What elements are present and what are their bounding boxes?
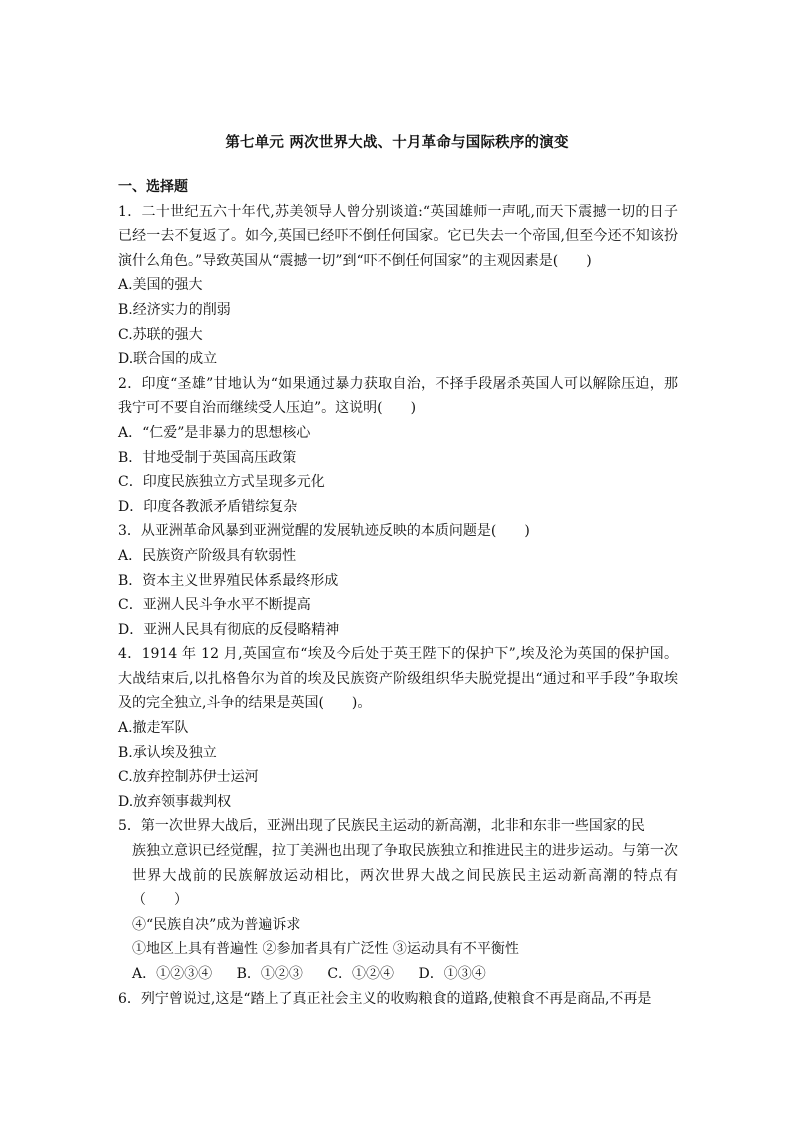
question-1-option-a: A.美国的强大	[118, 277, 203, 294]
question-3-option-d: D．亚洲人民具有彻底的反侵略精神	[118, 621, 340, 638]
question-5-stem-first: 5．第一次世界大战后，亚洲出现了民族民主运动的新高潮，北非和东非一些国家的民	[118, 818, 645, 835]
question-5	[118, 814, 678, 986]
question-2-option-c: C．印度民族独立方式呈现多元化	[118, 474, 325, 491]
question-1-option-d: D.联合国的成立	[118, 351, 218, 368]
question-2-option-d: D．印度各教派矛盾错综复杂	[118, 498, 298, 515]
question-2-stem: 2．印度“圣雄”甘地认为“如果通过暴力获取自治，不择手段屠杀英国人可以解除压迫，那我宁可不要自治而继续受人压迫”。这说明( )	[118, 375, 678, 417]
question-4-stem: 4．1914 年 12 月,英国宣布“埃及今后处于英王陛下的保护下”,埃及沦为英国的保护国。大战结束后,以扎格鲁尔为首的埃及民族资产阶级组织华夫脱党提出“通过和平手段”争取埃及的完全独立,斗争的结果是英国( )。	[118, 646, 678, 712]
question-2	[118, 372, 678, 520]
question-3	[118, 519, 678, 642]
question-5-stem-rest: 族独立意识已经觉醒，拉丁美洲也出现了争取民族独立和推进民主的进步运动。与第一次世界大战前的民族解放运动相比，两次世界大战之间民族民主运动新高潮的特点有（ ）	[132, 843, 678, 909]
question-1-option-b: B.经济实力的削弱	[118, 301, 231, 318]
question-6-stem: 6．列宁曾说过,这是“踏上了真正社会主义的收购粮食的道路,使粮食不再是商品,不再是	[118, 990, 652, 1007]
question-3-option-b: B．资本主义世界殖民体系最终形成	[118, 572, 339, 589]
question-1-stem: 1．二十世纪五六十年代,苏美领导人曾分别谈道:“英国雄师一声吼,而天下震撼一切的日子已经一去不复返了。如今,英国已经吓不倒任何国家。它已失去一个帝国,但至今还不知该扮演什么角色。”导致英国从“震撼一切”到“吓不倒任何国家”的主观因素是( )	[118, 203, 678, 269]
question-1-option-c: C.苏联的强大	[118, 326, 203, 343]
question-4-option-a: A.撤走军队	[118, 720, 189, 737]
section-heading: 一、选择题	[118, 179, 188, 195]
question-4-option-b: B.承认埃及独立	[118, 744, 217, 761]
question-5-option-c: C．①②④	[327, 966, 395, 982]
question-1	[118, 200, 678, 372]
question-4	[118, 642, 678, 814]
question-2-option-b: B．甘地受制于英国高压政策	[118, 449, 297, 466]
question-6	[118, 987, 678, 1012]
question-5-option-b: B．①②③	[236, 966, 303, 982]
document-body	[118, 175, 678, 1011]
question-5-items-1-2-3: ①地区上具有普遍性 ②参加者具有广泛性 ③运动具有不平衡性	[132, 941, 519, 958]
question-2-option-a: A．“仁爱”是非暴力的思想核心	[118, 424, 311, 441]
question-5-options	[118, 962, 678, 987]
document-title: 第七单元 两次世界大战、十月革命与国际秩序的演变	[225, 134, 569, 151]
question-5-option-a: A．①②③④	[132, 966, 213, 982]
question-5-item-4: ④“民族自决”成为普遍诉求	[132, 916, 301, 933]
question-4-option-c: C.放弃控制苏伊士运河	[118, 769, 259, 786]
question-3-stem: 3．从亚洲革命风暴到亚洲觉醒的发展轨迹反映的本质问题是( )	[118, 523, 530, 540]
question-4-option-d: D.放弃领事裁判权	[118, 793, 232, 810]
question-3-option-c: C．亚洲人民斗争水平不断提高	[118, 597, 311, 614]
question-3-option-a: A．民族资产阶级具有软弱性	[118, 547, 297, 564]
question-5-option-d: D．①③④	[418, 966, 486, 982]
